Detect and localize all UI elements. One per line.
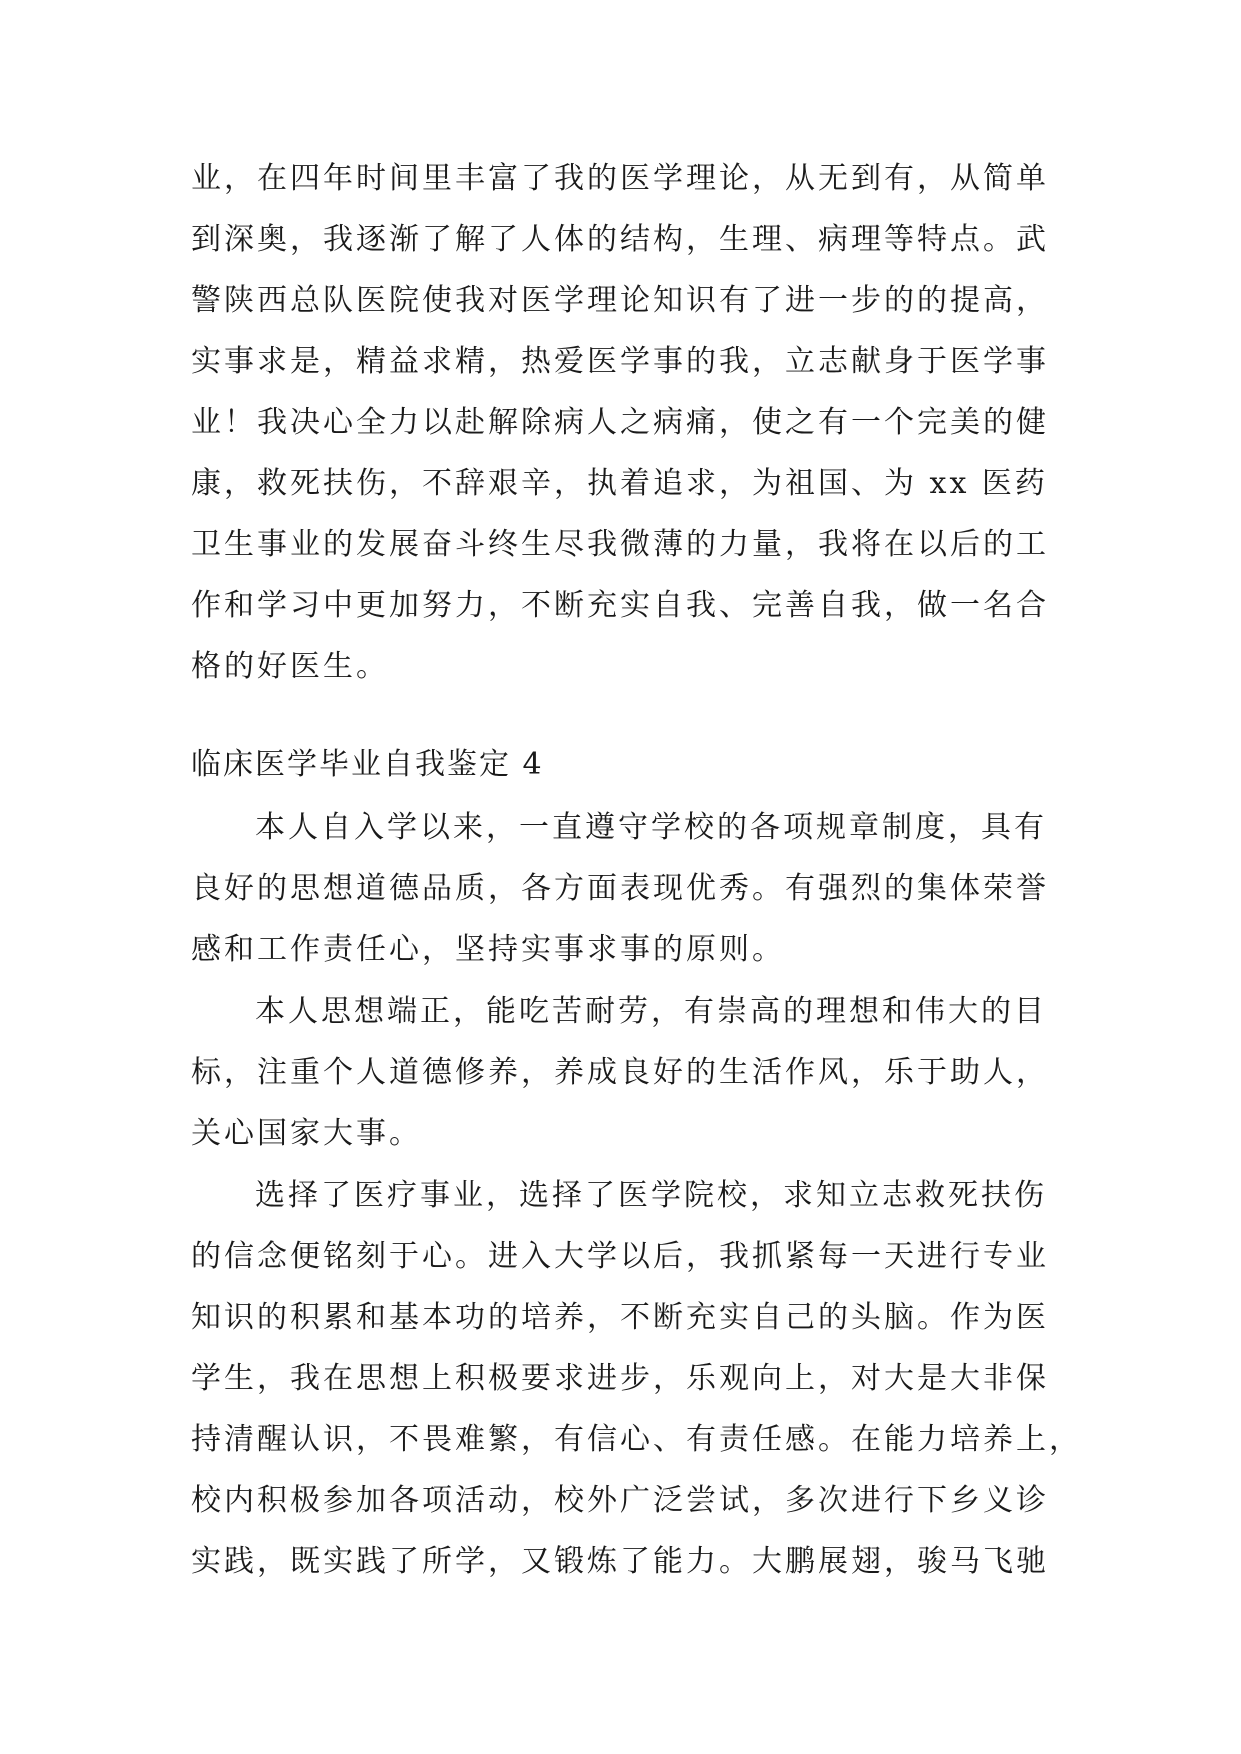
paragraph-line: 学生，我在思想上积极要求进步，乐观向上，对大是大非保 — [191, 1361, 1049, 1396]
paragraph-line: 作和学习中更加努力，不断充实自我、完善自我，做一名合 — [191, 588, 1049, 623]
paragraph-line: 知识的积累和基本功的培养，不断充实自己的头脑。作为医 — [191, 1300, 1049, 1335]
paragraph-line: 感和工作责任心，坚持实事求事的原则。 — [191, 932, 785, 967]
paragraph-line: 关心国家大事。 — [191, 1116, 422, 1151]
paragraph-line: 实事求是，精益求精，热爱医学事的我，立志献身于医学事 — [191, 344, 1049, 379]
paragraph-line: 校内积极参加各项活动，校外广泛尝试，多次进行下乡义诊 — [191, 1483, 1049, 1518]
paragraph-line: 到深奥，我逐渐了解了人体的结构，生理、病理等特点。武 — [191, 222, 1049, 257]
paragraph-line: 实践，既实践了所学，又锻炼了能力。大鹏展翅，骏马飞驰 — [191, 1544, 1049, 1579]
paragraph-line: 康，救死扶伤，不辞艰辛，执着追求，为祖国、为 xx 医药 — [191, 466, 1048, 501]
paragraph-line: 业，在四年时间里丰富了我的医学理论，从无到有，从简单 — [191, 161, 1049, 196]
paragraph-line: 卫生事业的发展奋斗终生尽我微薄的力量，我将在以后的工 — [191, 527, 1049, 562]
paragraph-1 — [191, 797, 1071, 980]
paragraph-2 — [191, 981, 1071, 1164]
paragraph-line: 选择了医疗事业，选择了医学院校，求知立志救死扶伤 — [255, 1178, 1047, 1213]
paragraph-line: 本人思想端正，能吃苦耐劳，有崇高的理想和伟大的目 — [255, 994, 1047, 1029]
paragraph-line: 持清醒认识，不畏难繁，有信心、有责任感。在能力培养上， — [191, 1422, 1082, 1457]
paragraph-3 — [191, 1165, 1082, 1592]
intro-paragraph — [191, 148, 1071, 697]
paragraph-line: 格的好医生。 — [191, 649, 389, 684]
paragraph-line: 良好的思想道德品质，各方面表现优秀。有强烈的集体荣誉 — [191, 871, 1049, 906]
paragraph-line: 标，注重个人道德修养，养成良好的生活作风，乐于助人， — [191, 1055, 1049, 1090]
paragraph-line: 业！我决心全力以赴解除病人之病痛，使之有一个完美的健 — [191, 405, 1049, 440]
paragraph-line: 的信念便铭刻于心。进入大学以后，我抓紧每一天进行专业 — [191, 1239, 1049, 1274]
paragraph-line: 警陕西总队医院使我对医学理论知识有了进一步的的提高， — [191, 283, 1049, 318]
paragraph-line: 本人自入学以来，一直遵守学校的各项规章制度，具有 — [255, 810, 1047, 845]
section-title: 临床医学毕业自我鉴定 4 — [191, 747, 544, 782]
